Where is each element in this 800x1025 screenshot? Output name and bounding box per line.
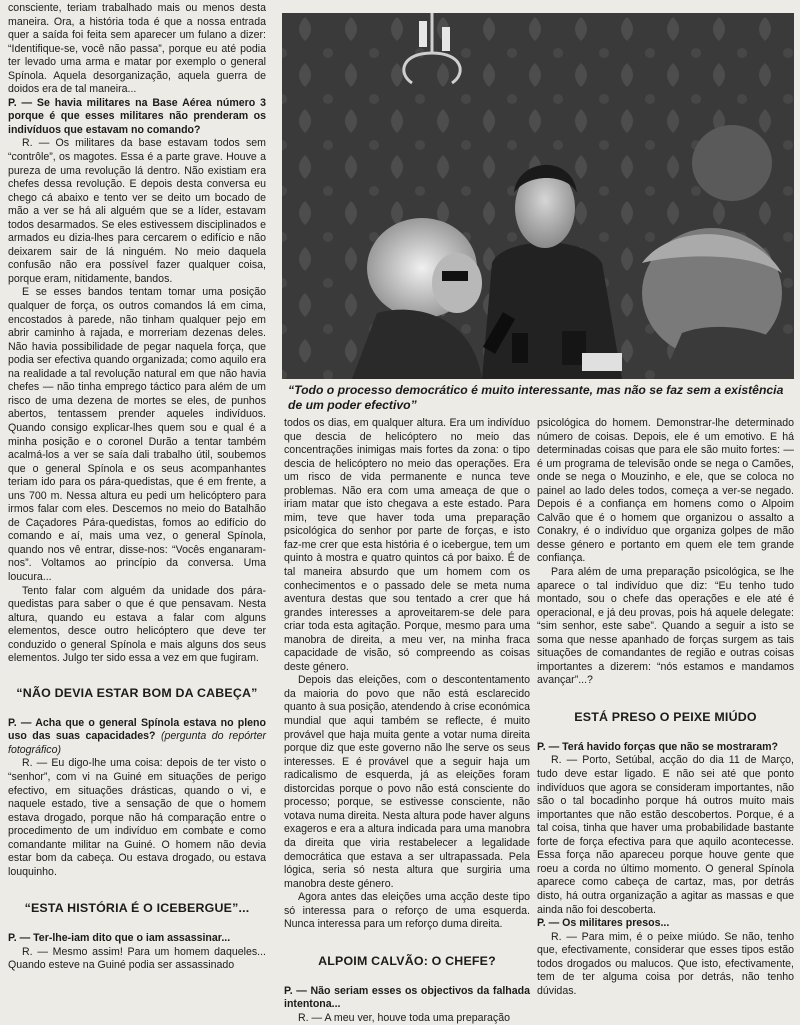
question (8, 717, 266, 758)
question-note: (pergunta do repórter fotográfico) (8, 730, 266, 756)
question-text: P. — Acha que o general Spínola estava no pleno uso das suas capacidades? (8, 716, 266, 743)
paragraph: Tento falar com alguém da unidade dos pára-quedistas para saber o que é que pensavam. Nesta altura, quando eu estava a falar com alguns elementos, desce outro helicóptero que deve ter conduzido o general Spínola e mais alguns dos seus elementos. Julgo ter sido essa a vez em que fugiram. (8, 584, 266, 665)
photo-illustration (282, 13, 794, 379)
question: P. — Terá havido forças que não se mostraram? (537, 740, 778, 753)
answer: R. — Mesmo assim! Para um homem daqueles... Quando esteve na Guiné podia ser assassinado (8, 945, 266, 972)
answer: R. — Eu digo-lhe uma coisa: depois de ter visto o “senhor”, com vi na Guiné em situações de perigo efectivo, em situações drásticas, quando o vi, e naquele estado, tive a sensação de que o homem estava drogado, porque não há comparação entre o procedimento de um indivíduo em combate e como comandante militar na Guiné. O homem não devia estar bom da cabeça. Ou estava drogado, ou estava louquinho. (8, 757, 266, 878)
paragraph: E se esses bandos tentam tomar uma posição qualquer de força, os outros comandos lá em cima, encostados à parede, não tinham qualquer pejo em abrir caminho à rajada, e morreriam dezenas deles. Não havia possibilidade de pegar naquela força, que podia ser efectiva quando organizada; como aquilo era na realidade a tal revolução natural em que não havia chefes — não tinha emprego táctico para além de um risco de uma dezena de mortes se eles, de punhos abertos, tentassem prender aqueles indivíduos. Quando consigo explicar-lhes quem sou e qual é a minha posição e o coronel Durão a tentar também acalmá-los a ver se saía dali trabalho útil, soubemos que o general Spínola e os seus acompanhantes teriam ido para os pára-quedistas, que é em frente, a uns 700 m. Nessa altura eu pedi um helicóptero para irmos falar com eles. Descemos no meio do Batalhão de Caçadores Pára-quedistas, fomos ao edifício do comando e aí, mais uma vez, o general Spínola, quando nos vê entrar, disse-nos: “Vocês enganaram-nos”. Voltamos ao princípio da conversa. Uma loucura... (8, 286, 266, 583)
paragraph: todos os dias, em qualquer altura. Era um indivíduo que descia de helicóptero no meio das concentrações inimigas mais fortes da zona: o tipo descia de helicóptero no meio das operações. Era um risco de vida permanente e nunca teve problemas. Não era com uma ameaça de que o iriam matar que isto chegava a este estado. Para mim, teve que haver toda uma preparação psicológica do senhor por parte de forças, e isto faz-me crer que esta história é o icebergue, tem um quinto à mostra e quatro quintos cá por baixo. É de tal maneira absurdo que um homem com os conhecimentos e o passado dele se meta numa aventura destas que sou tentado a crer que há grandes interesses a aproveitarem-se dele para criar toda esta agitação. Porque, mesmo para uma manobra de direita, a meu ver, na minha fraca capacidade de visão, só compreendo as coisas deste género. (284, 417, 530, 673)
paragraph: Para além de uma preparação psicológica, se lhe aparece o tal indivíduo que diz: “Eu tenho tudo montado, sou o chefe das operações e ele até é operacional, e já deu provas, pois há aquele delegate: “sim senhor, este sabe”. Quando a seguir a isto se soma que nesse apanhado de forças surgem as tais situações de comandantes de região e outras coisas importantes a dizerem: “nós estamos e mandamos avançar”...? (537, 566, 794, 687)
subheading: ALPOIM CALVÃO: O CHEFE? (318, 953, 496, 968)
text-column-2 (284, 417, 530, 1024)
subheading: “NÃO DEVIA ESTAR BOM DA CABEÇA” (16, 685, 258, 700)
answer: R. — Os militares da base estavam todos sem “contrôle”, os magotes. Essa é a parte grave. Houve a pureza de uma revolução lá dentro. Não existiam era chefes dessa revolução. E depois desta conversa eu chego cá abaixo e tento ver se deito um bocado de mão a ver se há ali alguém que se a líder, estavam todos desarmados. Se eles estivessem disciplinados e armados eu dizia-lhes para cercarem o edifício e não deixarem sair de lá ninguém. No meio daquela confusão não era possível fazer qualquer coisa, porque eram, nitidamente, bandos. (8, 137, 266, 285)
answer: R. — A meu ver, houve toda uma preparação (298, 1011, 510, 1024)
subheading: ESTÁ PRESO O PEIXE MIÚDO (574, 709, 757, 724)
paragraph: psicológica do homem. Demonstrar-lhe determinado número de coisas. Depois, ele é um emotivo. E há determinadas coisas que para ele são muito fortes: — é um programa de televisão onde se nega o Camões, onde se nega o Mouzinho, e ele, que se coloca no painel ao lado deles todos, começa a ver-se negado. Depois é a confiança em homens como o Alpoim Calvão que é o homem que organizou o assalto a Conakry, é o indivíduo que organiza golpes de mão desse género e portanto em quem ele tem grande confiança. (537, 417, 794, 565)
answer: R. — Para mim, é o peixe miúdo. Se não, tenho que, efectivamente, considerar que esses tipos estão todos drogados ou malucos. Que isto, efectivamente, tem de ter alguma coisa por detrás, não tenho dúvidas. (537, 930, 794, 997)
answer: R. — Porto, Setúbal, acção do dia 11 de Março, tudo deve estar ligado. E não sei até que ponto indivíduos que agora se consideram importantes, não são o tal bocadinho porque há outros muito mais importantes que não estão descobertos. Porque, é a tal coisa, tinha que haver uma probabilidade bastante forte de força efectiva para que aquilo acontecesse. Essa força não apareceu porque houve gente que roeu a corda no último momento. O general Spínola aparece como cabeça de cartaz, mas, por detrás disto, há outra organização a agitar as massas e que ainda não foi descoberta. (537, 754, 794, 916)
text-column-3 (537, 417, 794, 1011)
subheading: “ESTA HISTÓRIA É O ICEBERGUE”... (24, 901, 250, 916)
question: P. — Não seriam esses os objectivos da falhada intentona... (284, 984, 530, 1011)
photo-caption: “Todo o processo democrático é muito interessante, mas não se faz sem a existência de um poder efectivo” (288, 383, 784, 412)
text-column-1 (8, 2, 266, 1011)
paragraph: Agora antes das eleições uma acção deste tipo só interessa para o reforço de uma esquerda. Nunca interessa para um reforço duma direita. (284, 891, 530, 931)
paragraph: Depois das eleições, com o descontentamento da maioria do povo que não está esclarecido quanto à sua posição, atendendo à crise económica mundial que aqui também se reflecte, é muito provável que haja muita gente a votar numa direita porque diz que este governo não lhe serve os seus interesses. E é provável que a seguir haja um radicalismo de esquerda, já as eleições foram distorcidas porque o povo não está consciente do processo; porque, se estivesse consciente, não votava numa direita. Nesta altura pode haver alguns exageros e era a altura indicada para uma manobra da direita que viria restabelecer a legalidade democrática que estava a ser ultrapassada. Pela lógica, seria só nesta altura que surgiria uma manobra deste género. (284, 674, 530, 890)
question: P. — Os militares presos... (537, 917, 670, 930)
paragraph: consciente, teriam trabalhado mais ou menos desta maneira. Ora, a história toda é que a nossa entrada quer a saída foi feita sem aparecer um fulano a dizer: “Identifique-se, você não passa”, porque eu até podia ter levado uma arma e matar por exemplo o general Spínola. Aquela desorganização, aquela guerra de doidos era de tal maneira... (8, 2, 266, 96)
news-photo (282, 13, 794, 379)
question: P. — Ter-lhe-iam dito que o iam assassinar... (8, 932, 231, 945)
question: P. — Se havia militares na Base Aérea número 3 porque é que esses militares não prenderam os indivíduos que estavam no comando? (8, 96, 266, 136)
